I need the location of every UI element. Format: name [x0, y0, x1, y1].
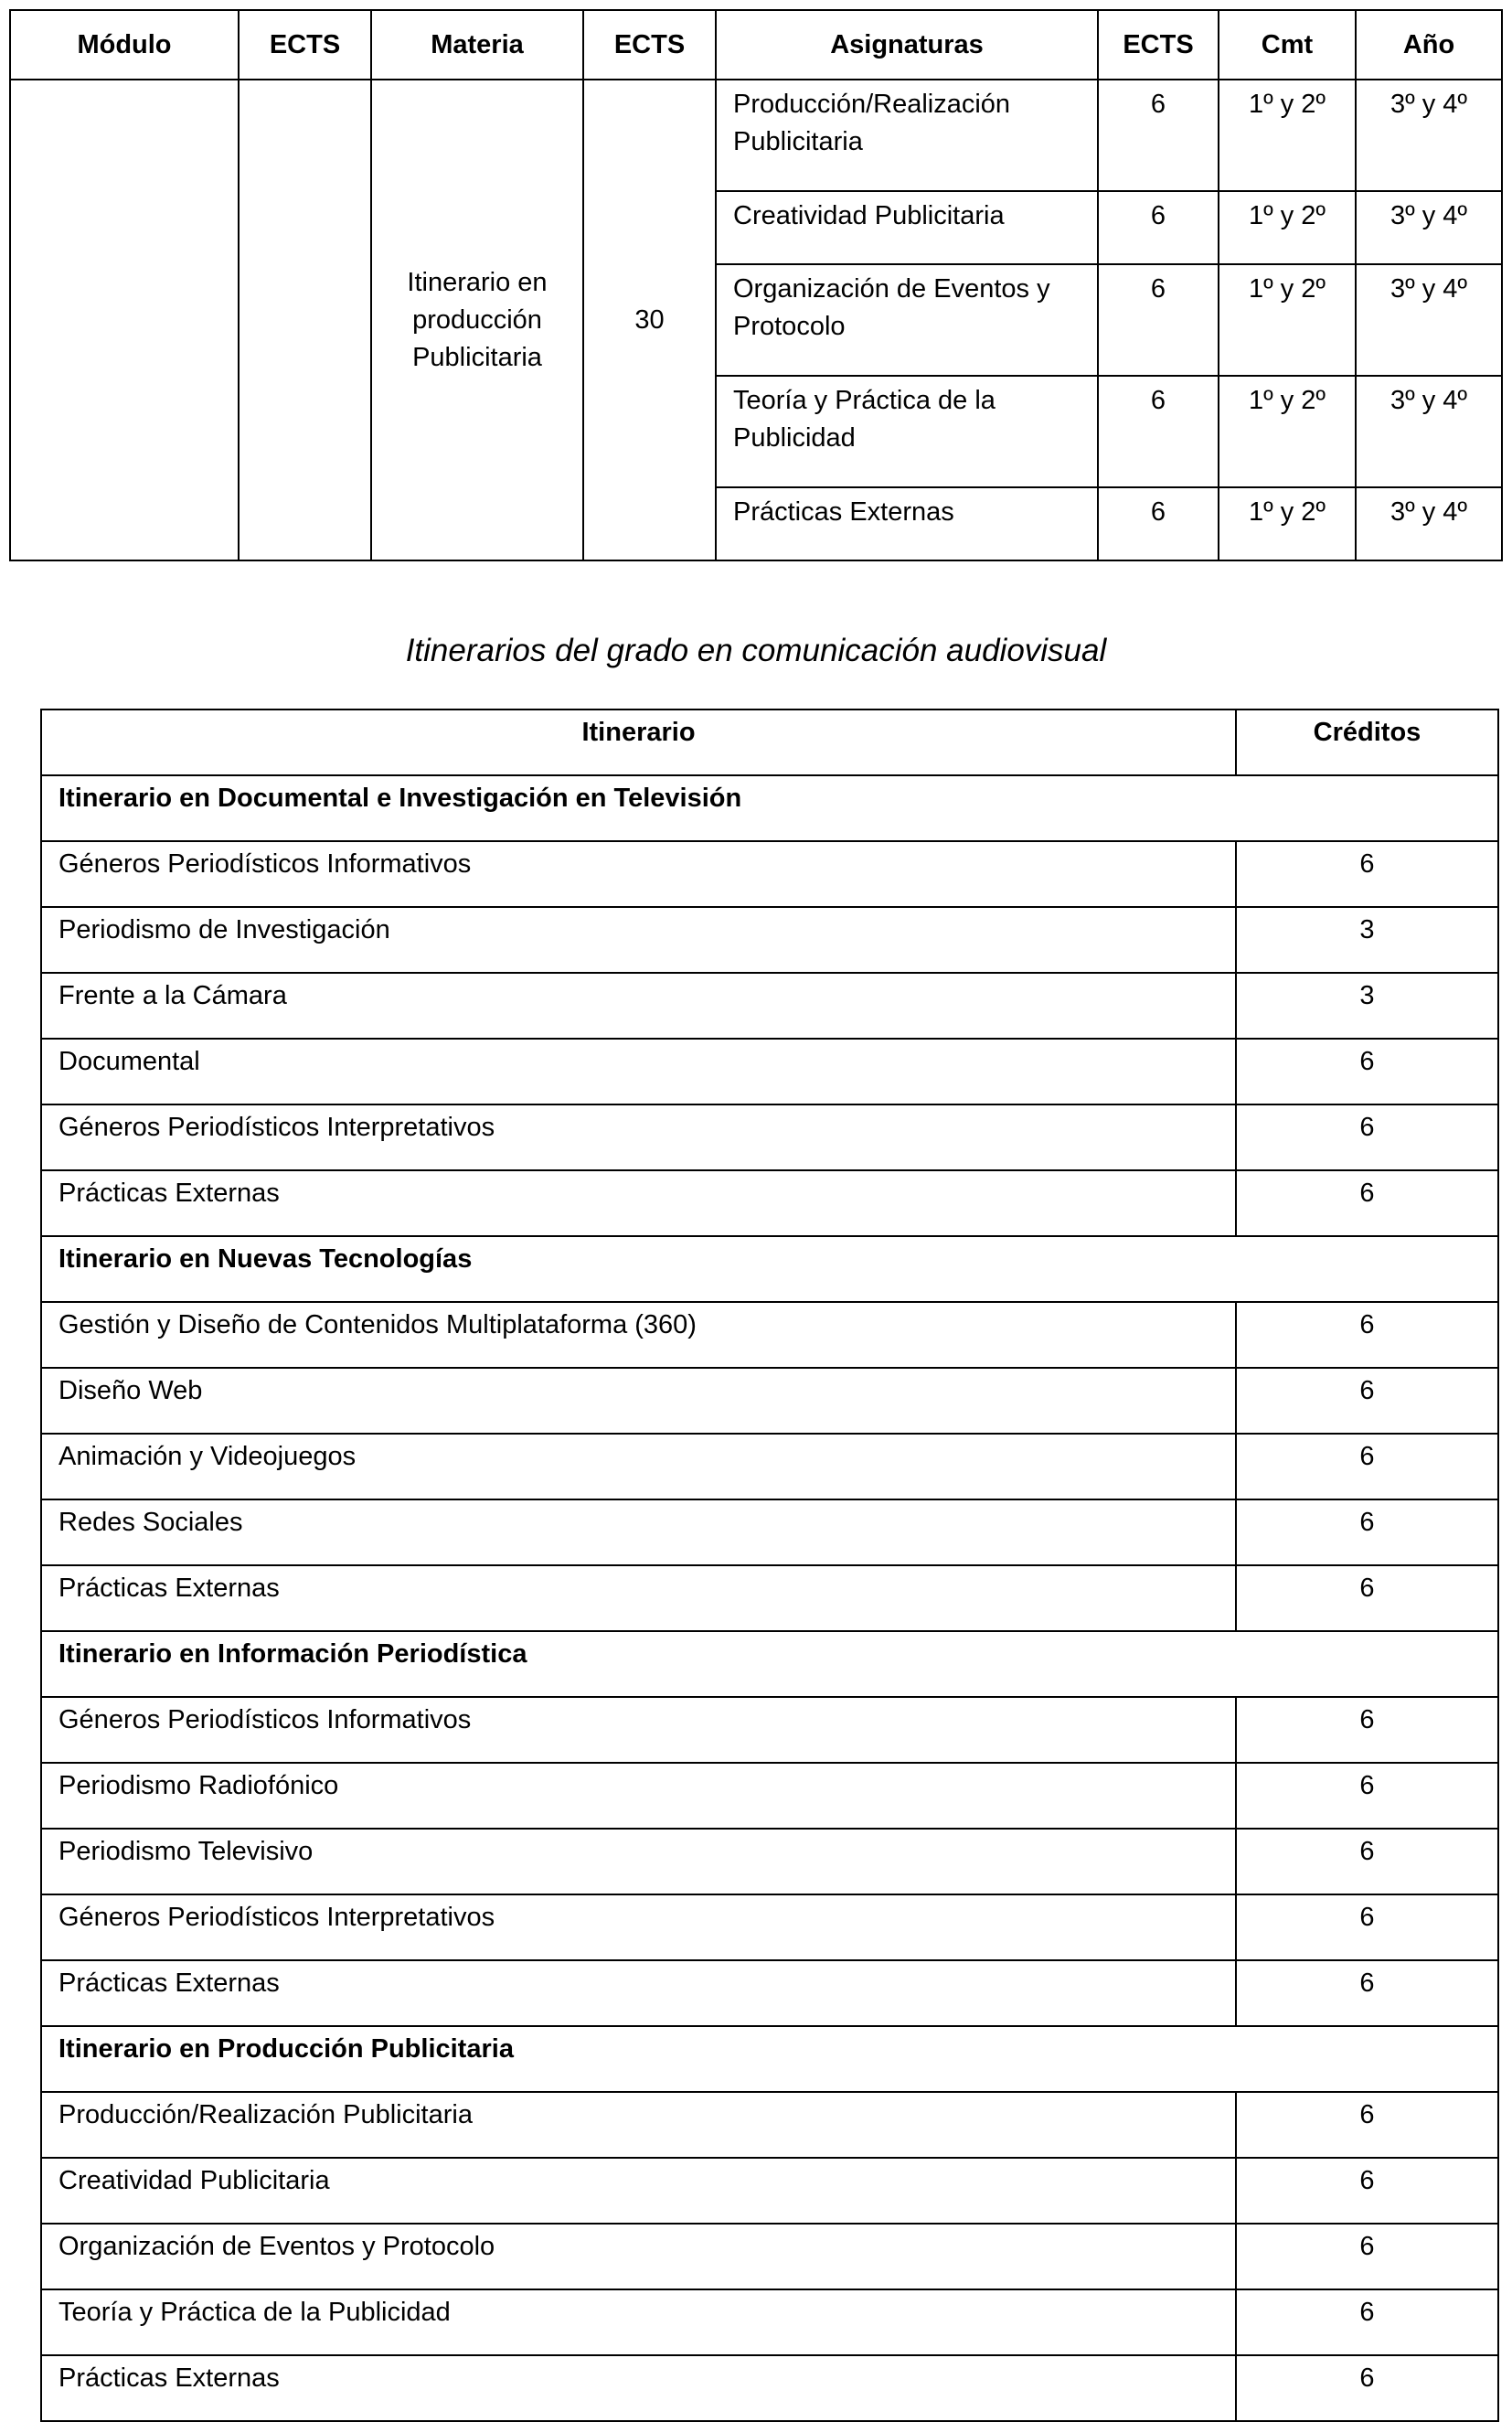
table-caption: Itinerarios del grado en comunicación audiovisual: [405, 633, 1107, 668]
header-modulo: Módulo: [10, 10, 239, 80]
subject-name: Géneros Periodísticos Informativos: [41, 841, 1236, 907]
cmt-cell: 1º y 2º: [1219, 264, 1356, 376]
group-row: [41, 775, 1498, 841]
subject-credits: 6: [1236, 1302, 1498, 1368]
anio-cell: 3º y 4º: [1356, 487, 1502, 560]
subject-name: Frente a la Cámara: [41, 973, 1236, 1039]
table-row: [41, 1302, 1498, 1368]
subject-name: Prácticas Externas: [41, 1960, 1236, 2026]
subject-name: Redes Sociales: [41, 1499, 1236, 1565]
subject-credits: 6: [1236, 1368, 1498, 1434]
subject-credits: 6: [1236, 1039, 1498, 1104]
table-row: [41, 1829, 1498, 1894]
subject-credits: 6: [1236, 1499, 1498, 1565]
subject-name: Géneros Periodísticos Interpretativos: [41, 1104, 1236, 1170]
table-row: [41, 907, 1498, 973]
table-row: [41, 1499, 1498, 1565]
anio-cell: 3º y 4º: [1356, 264, 1502, 376]
subject-credits: 3: [1236, 973, 1498, 1039]
asignatura-cell: Creatividad Publicitaria: [716, 191, 1098, 264]
asignatura-cell: Producción/Realización Publicitaria: [716, 80, 1098, 191]
materia-cell: Itinerario en producción Publicitaria: [371, 80, 583, 560]
subject-credits: 6: [1236, 1894, 1498, 1960]
table-row: [41, 2355, 1498, 2421]
subject-name: Teoría y Práctica de la Publicidad: [41, 2289, 1236, 2355]
subject-credits: 6: [1236, 2289, 1498, 2355]
table-row: [41, 1170, 1498, 1236]
header-ects-modulo: ECTS: [239, 10, 371, 80]
cmt-cell: 1º y 2º: [1219, 191, 1356, 264]
table-row: [41, 2092, 1498, 2158]
anio-cell: 3º y 4º: [1356, 191, 1502, 264]
subject-credits: 6: [1236, 1829, 1498, 1894]
ects-cell: 6: [1098, 80, 1219, 191]
header-itinerario: Itinerario: [41, 710, 1236, 775]
asignatura-cell: Organización de Eventos y Protocolo: [716, 264, 1098, 376]
subject-credits: 6: [1236, 1960, 1498, 2026]
itinerarios-header-row: [41, 710, 1498, 775]
subjects-header-row: [10, 10, 1502, 80]
table-row: [41, 1763, 1498, 1829]
subjects-table: [9, 9, 1503, 561]
group-title: Itinerario en Producción Publicitaria: [41, 2026, 1498, 2092]
group-title: Itinerario en Nuevas Tecnologías: [41, 1236, 1498, 1302]
subject-name: Gestión y Diseño de Contenidos Multiplataforma (360): [41, 1302, 1236, 1368]
table-row: [41, 1894, 1498, 1960]
subject-name: Animación y Videojuegos: [41, 1434, 1236, 1499]
table-row: [41, 1104, 1498, 1170]
subject-credits: 6: [1236, 2158, 1498, 2224]
asignatura-cell: Prácticas Externas: [716, 487, 1098, 560]
table-row: [41, 1434, 1498, 1499]
table-row: [41, 1565, 1498, 1631]
table-row: [41, 1368, 1498, 1434]
subject-name: Periodismo Radiofónico: [41, 1763, 1236, 1829]
subject-credits: 6: [1236, 1763, 1498, 1829]
subject-credits: 6: [1236, 2224, 1498, 2289]
group-row: [41, 1631, 1498, 1697]
subject-credits: 6: [1236, 1434, 1498, 1499]
cmt-cell: 1º y 2º: [1219, 80, 1356, 191]
table-row: [41, 1039, 1498, 1104]
subject-credits: 3: [1236, 907, 1498, 973]
subject-name: Prácticas Externas: [41, 1170, 1236, 1236]
subject-credits: 6: [1236, 1565, 1498, 1631]
subject-credits: 6: [1236, 1697, 1498, 1763]
subject-name: Periodismo de Investigación: [41, 907, 1236, 973]
table-row: [41, 2224, 1498, 2289]
materia-ects-cell: 30: [583, 80, 716, 560]
anio-cell: 3º y 4º: [1356, 376, 1502, 487]
modulo-cell: [10, 80, 239, 560]
group-title: Itinerario en Documental e Investigación en Televisión: [41, 775, 1498, 841]
subject-credits: 6: [1236, 841, 1498, 907]
group-title: Itinerario en Información Periodística: [41, 1631, 1498, 1697]
table-row: [41, 2158, 1498, 2224]
header-creditos: Créditos: [1236, 710, 1498, 775]
cmt-cell: 1º y 2º: [1219, 487, 1356, 560]
table-row: [41, 841, 1498, 907]
subject-name: Producción/Realización Publicitaria: [41, 2092, 1236, 2158]
subject-name: Géneros Periodísticos Informativos: [41, 1697, 1236, 1763]
table-row: [41, 973, 1498, 1039]
table-row: [10, 80, 1502, 191]
subject-name: Prácticas Externas: [41, 2355, 1236, 2421]
subject-credits: 6: [1236, 2355, 1498, 2421]
subject-credits: 6: [1236, 1170, 1498, 1236]
header-ects-materia: ECTS: [583, 10, 716, 80]
table-row: [41, 1960, 1498, 2026]
group-row: [41, 2026, 1498, 2092]
header-ects-asignatura: ECTS: [1098, 10, 1219, 80]
asignatura-cell: Teoría y Práctica de la Publicidad: [716, 376, 1098, 487]
cmt-cell: 1º y 2º: [1219, 376, 1356, 487]
modulo-ects-cell: [239, 80, 371, 560]
subject-credits: 6: [1236, 1104, 1498, 1170]
ects-cell: 6: [1098, 191, 1219, 264]
itinerarios-table: [40, 709, 1499, 2422]
subject-name: Documental: [41, 1039, 1236, 1104]
subject-name: Creatividad Publicitaria: [41, 2158, 1236, 2224]
ects-cell: 6: [1098, 376, 1219, 487]
header-anio: Año: [1356, 10, 1502, 80]
subject-name: Prácticas Externas: [41, 1565, 1236, 1631]
subject-name: Periodismo Televisivo: [41, 1829, 1236, 1894]
subject-name: Diseño Web: [41, 1368, 1236, 1434]
anio-cell: 3º y 4º: [1356, 80, 1502, 191]
ects-cell: 6: [1098, 487, 1219, 560]
header-asignaturas: Asignaturas: [716, 10, 1098, 80]
table-row: [41, 1697, 1498, 1763]
header-cmt: Cmt: [1219, 10, 1356, 80]
subject-credits: 6: [1236, 2092, 1498, 2158]
header-materia: Materia: [371, 10, 583, 80]
subject-name: Organización de Eventos y Protocolo: [41, 2224, 1236, 2289]
group-row: [41, 1236, 1498, 1302]
subject-name: Géneros Periodísticos Interpretativos: [41, 1894, 1236, 1960]
table-row: [41, 2289, 1498, 2355]
ects-cell: 6: [1098, 264, 1219, 376]
